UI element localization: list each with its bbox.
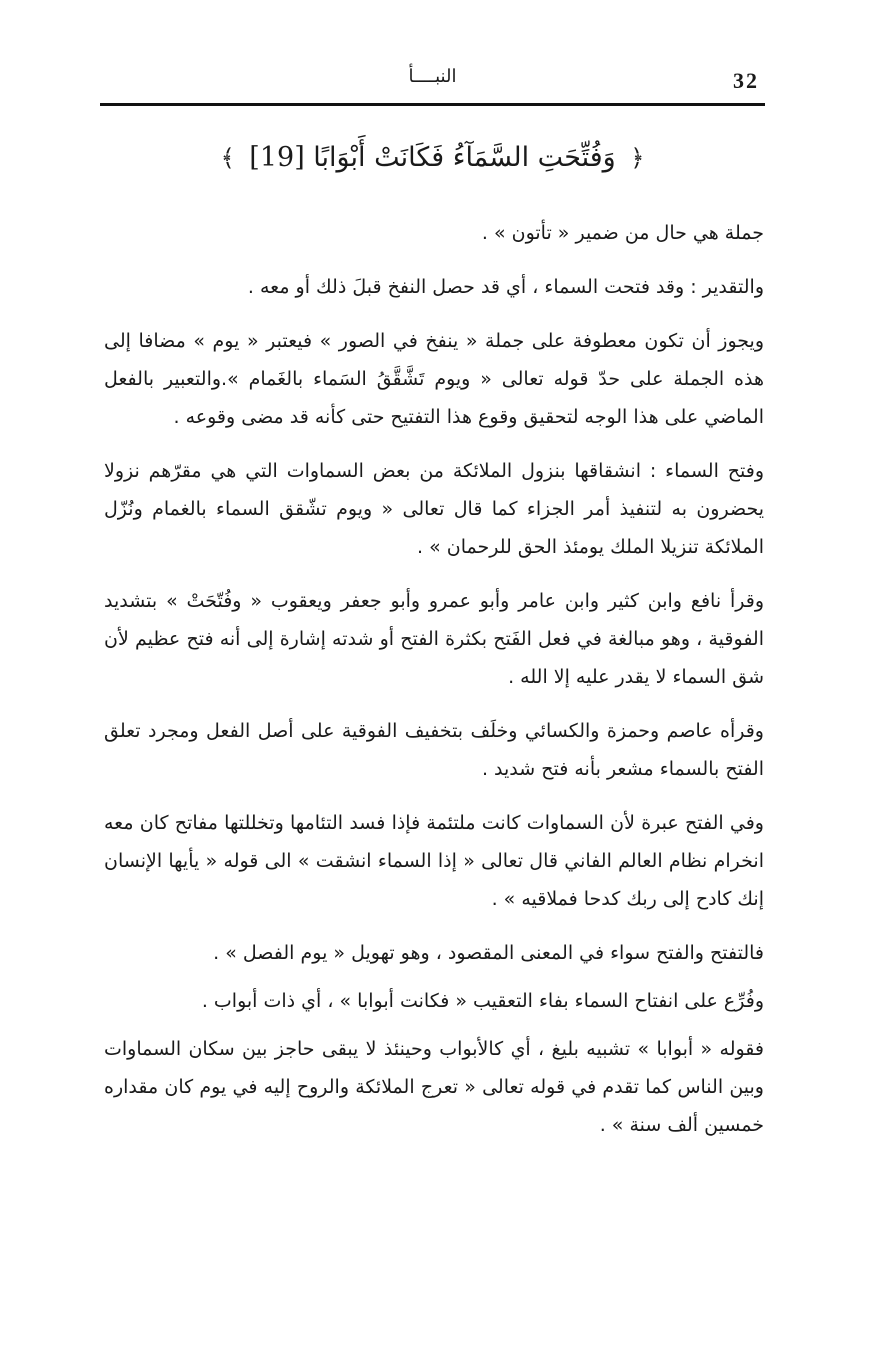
paragraph: وقرأ نافع وابن كثير وابن عامر وأبو عمرو وأبو جعفر ويعقوب « وفُتّحَتْ » بتشديد الفوقية ، وهو مبالغة في فعل الفَتح بكثرة الفتح أو شدته إشارة إلى أنه فتح عظيم لأن شق السماء لا يقدر عليه إلا الله .: [104, 590, 764, 688]
paragraph: ويجوز أن تكون معطوفة على جملة « ينفخ في الصور » فيعتبر « يوم » مضافا إلى هذه الجملة على حدّ قوله تعالى « ويوم تَشَّقَّقُ السَماء بالغَمام ».والتعبير بالفعل الماضي على هذا الوجه لتحقيق وقوع هذا التفتيح حتى كأنه قد مضى وقوعه .: [104, 330, 764, 428]
paragraph: فالتفتح والفتح سواء في المعنى المقصود ، وهو تهويل « يوم الفصل » .: [213, 942, 764, 964]
header-rule: [100, 103, 765, 106]
commentary-body: [104, 214, 764, 1160]
verse-close-bracket: ﴾: [220, 144, 235, 172]
paragraph: وفي الفتح عبرة لأن السماوات كانت ملتئمة فإذا فسد التئامها وتخللتها مفاتح كان معه انخرام نظام العالم الفاني قال تعالى « إذا السماء انشقت » الى قوله « يأيها الإنسان إنك كادح إلى ربك كدحا فملاقيه » .: [104, 812, 764, 910]
page-header: [100, 60, 765, 104]
paragraph: وفُرِّع على انفتاح السماء بفاء التعقيب « فكانت أبوابا » ، أي ذات أبواب .: [201, 990, 764, 1012]
paragraph: وقرأه عاصم وحمزة والكسائي وخلَف بتخفيف الفوقية على أصل الفعل ومجرد تعلق الفتح بالسماء مشعر بأنه فتح شديد .: [104, 720, 764, 780]
paragraph: فقوله « أبوابا » تشبيه بليغ ، أي كالأبواب وحينئذ لا يبقى حاجز بين سكان السماوات وبين الناس كما تقدم في قوله تعالى « تعرج الملائكة والروح إليه في يوم كان مقداره خمسين ألف سنة » .: [104, 1038, 764, 1136]
paragraph: جملة هي حال من ضمير « تأتون » .: [481, 222, 764, 244]
paragraph: والتقدير : وقد فتحت السماء ، أي قد حصل النفخ قبلَ ذلك أو معه .: [247, 276, 764, 298]
quran-verse: [100, 136, 765, 180]
running-title: النبــــأ: [408, 66, 457, 87]
verse-text: وَفُتِّحَتِ السَّمَآءُ فَكَانَتْ أَبْوَابًا [19]: [249, 142, 616, 173]
page-number: 32: [733, 68, 759, 93]
verse-open-bracket: ﴿: [630, 144, 645, 172]
paragraph: وفتح السماء : انشقاقها بنزول الملائكة من بعض السماوات التي هي مقرّهم نزولا يحضرون به لتنفيذ أمر الجزاء كما قال تعالى « ويوم تشّقق السماء بالغمام ونُزّل الملائكة تنزيلا الملك يومئذ الحق للرحمان » .: [104, 460, 764, 558]
